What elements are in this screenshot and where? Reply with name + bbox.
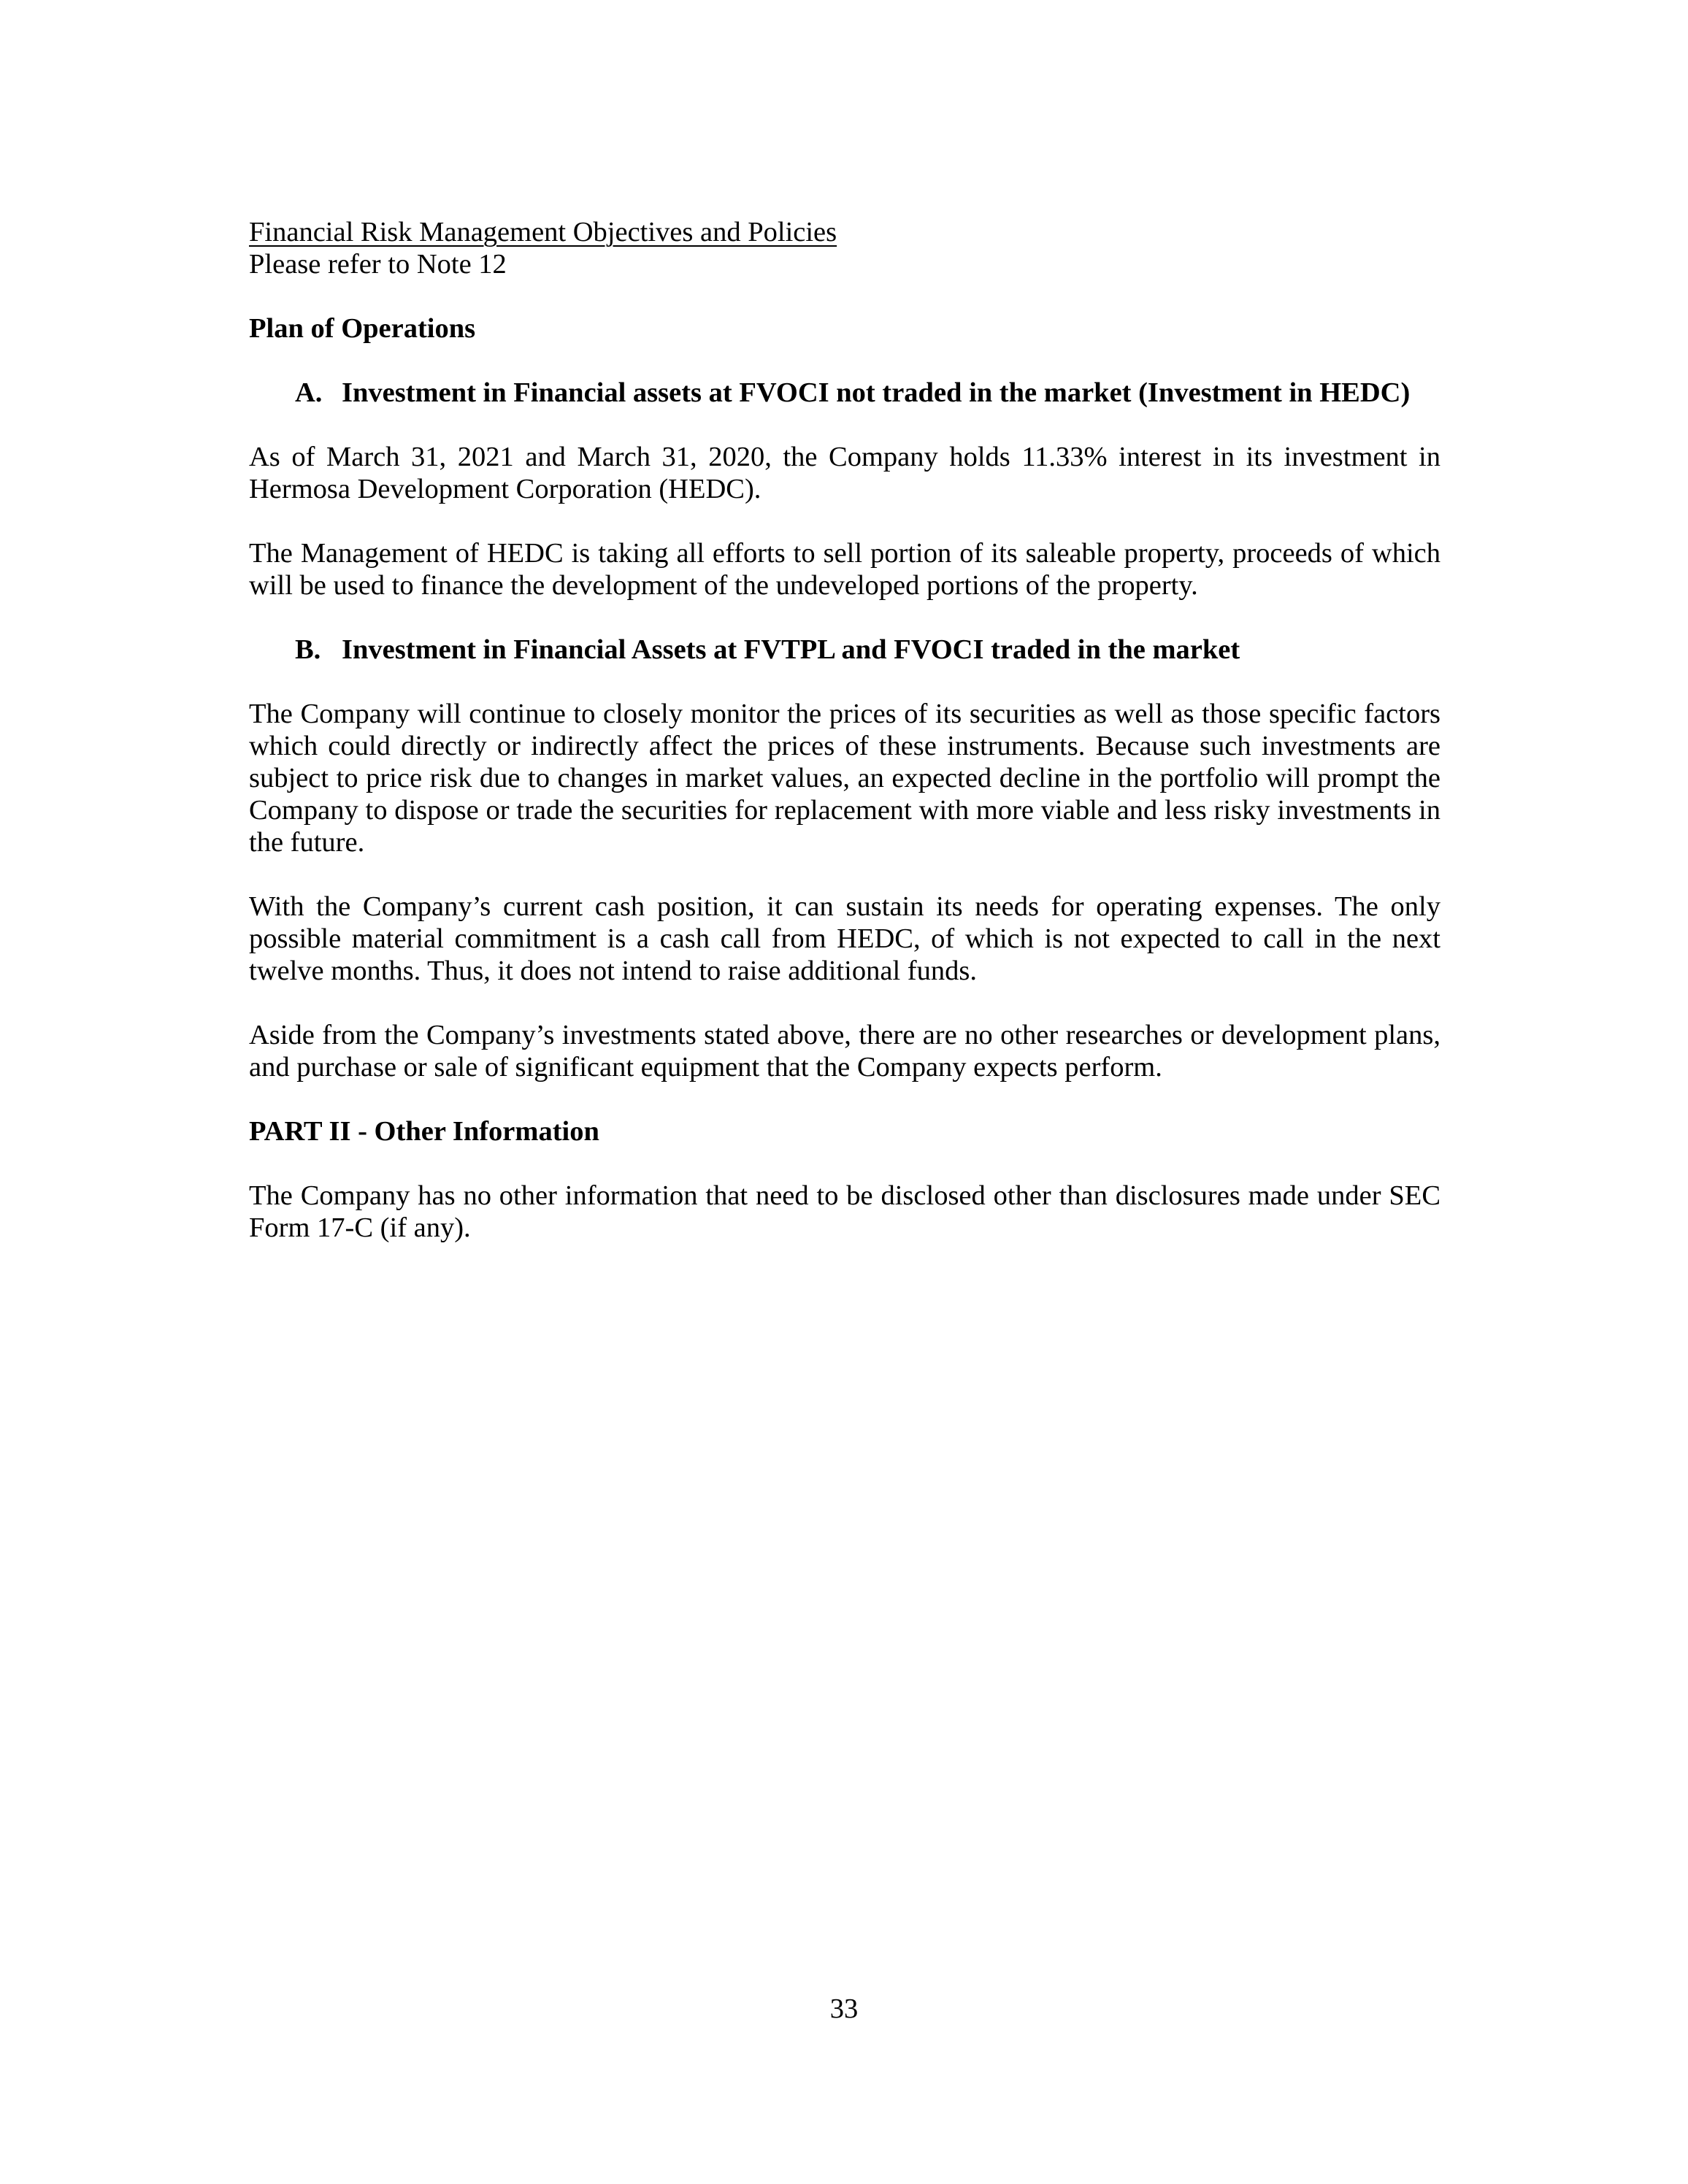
- paragraph: With the Company’s current cash position, it can sustain its needs for operating expenses. The only possible material commitment is a cash call from HEDC, of which is not expected to call in the next twelve months. Thus, it does not intend to raise additional funds.: [249, 891, 1440, 986]
- page-number: 33: [829, 1993, 859, 2024]
- section-heading: Financial Risk Management Objectives and Policies: [249, 217, 837, 247]
- subsection-b-title: Investment in Financial Assets at FVTPL and FVOCI traded in the market: [342, 634, 1240, 665]
- subsection-a-letter: A.: [295, 377, 323, 408]
- subsection-b-letter: B.: [295, 634, 321, 665]
- page-body: [249, 216, 1440, 1244]
- subsection-b-heading: [249, 634, 1440, 666]
- part2-heading: PART II - Other Information: [249, 1116, 599, 1147]
- paragraph: The Management of HEDC is taking all efforts to sell portion of its saleable property, proceeds of which will be used to finance the development of the undeveloped portions of the property.: [249, 538, 1440, 601]
- section-reference: Please refer to Note 12: [249, 249, 507, 280]
- plan-heading: Plan of Operations: [249, 313, 476, 344]
- part2-paragraph: The Company has no other information that need to be disclosed other than disclosures made under SEC Form 17-C (if any).: [249, 1180, 1440, 1243]
- paragraph: Aside from the Company’s investments stated above, there are no other researches or development plans, and purchase or sale of significant equipment that the Company expects perform.: [249, 1020, 1440, 1083]
- subsection-a-heading: [249, 377, 1440, 409]
- paragraph: The Company will continue to closely monitor the prices of its securities as well as those specific factors which could directly or indirectly affect the prices of these instruments. Because such investments are subject to price risk due to changes in market values, an expected decline in the portfolio will prompt the Company to dispose or trade the securities for replacement with more viable and less risky investments in the future.: [249, 699, 1440, 858]
- subsection-a-title: Investment in Financial assets at FVOCI not traded in the market (Investment in HEDC): [342, 377, 1411, 408]
- paragraph: As of March 31, 2021 and March 31, 2020, the Company holds 11.33% interest in its investment in Hermosa Development Corporation (HEDC).: [249, 442, 1440, 504]
